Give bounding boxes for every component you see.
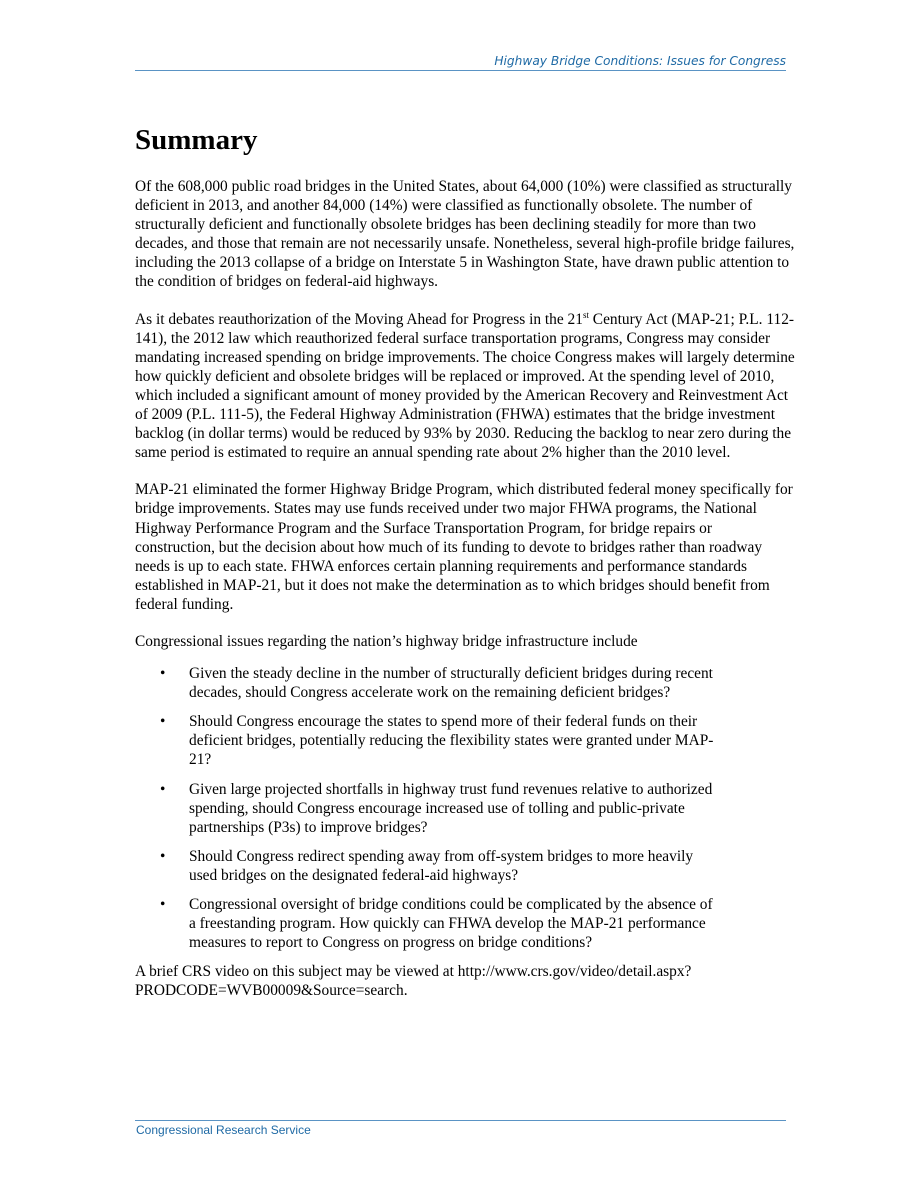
bullet-icon: •	[160, 896, 166, 913]
list-item	[135, 780, 719, 837]
paragraph-2	[135, 310, 795, 463]
paragraph-3: MAP-21 eliminated the former Highway Bridge Program, which distributed federal money specifically for bridge improvements. States may use funds received under two major FHWA programs, the National Highway Performance Program and the Surface Transportation Program, for bridge repairs or construction, but the decision about how much of its funding to devote to bridges rather than roadway needs is up to each state. FHWA enforces certain planning requirements and performance standards established in MAP-21, but it does not make the determination as to which bridges should benefit from federal funding.	[135, 481, 793, 613]
footer-rule	[135, 1120, 786, 1121]
list-item	[135, 712, 719, 769]
issues-list	[135, 664, 795, 952]
paragraph-5: A brief CRS video on this subject may be viewed at http://www.crs.gov/video/detail.aspx?PRODCODE=WVB00009&Source=search.	[135, 963, 692, 1000]
bullet-icon: •	[160, 780, 166, 798]
bullet-icon: •	[160, 665, 166, 683]
list-item-text: Congressional oversight of bridge conditions could be complicated by the absence of a freestanding program. How quickly can FHWA develop the MAP-21 performance measures to report to Congress on progress on bridge conditions?	[189, 896, 713, 952]
list-item-text: Given large projected shortfalls in highway trust fund revenues relative to authorized spending, should Congress encourage increased use of tolling and public-private partnerships (P3s) to improve bridges?	[189, 780, 713, 836]
running-header-title: Highway Bridge Conditions: Issues for Congress	[494, 54, 786, 68]
paragraph-4: Congressional issues regarding the nation’s highway bridge infrastructure include	[135, 632, 638, 650]
bullet-icon: •	[160, 713, 166, 731]
paragraph-1: Of the 608,000 public road bridges in the United States, about 64,000 (10%) were classified as structurally deficient in 2013, and another 84,000 (14%) were classified as functionally obsolete. The number of structurally deficient and functionally obsolete bridges has been declining steadily for more than two decades, and those that remain are not necessarily unsafe. Nonetheless, several high-profile bridge failures, including the 2013 collapse of a bridge on Interstate 5 in Washington State, have drawn public attention to the condition of bridges on federal-aid highways.	[135, 178, 795, 291]
list-item	[135, 664, 719, 702]
list-item-text: Should Congress encourage the states to spend more of their federal funds on their deficient bridges, potentially reducing the flexibility states were granted under MAP-21?	[189, 713, 714, 769]
header-rule	[135, 70, 786, 71]
list-item	[135, 847, 719, 885]
list-item-text: Should Congress redirect spending away from off-system bridges to more heavily used bridges on the designated federal-aid highways?	[189, 847, 694, 884]
list-item	[135, 895, 719, 952]
footer-organization: Congressional Research Service	[136, 1123, 311, 1137]
ordinal-superscript: st	[582, 309, 589, 320]
paragraph-2-part-b: Century Act (MAP-21; P.L. 112-141), the 2012 law which reauthorized federal surface transportation programs, Congress may consider mandating increased spending on bridge improvements. The choice Congress makes will largely determine how quickly deficient and obsolete bridges will be replaced or improved. At the spending level of 2010, which included a significant amount of money provided by the American Recovery and Reinvestment Act of 2009 (P.L. 111-5), the Federal Highway Administration (FHWA) estimates that the bridge investment backlog (in dollar terms) would be reduced by 93% by 2030. Reducing the backlog to near zero during the same period is estimated to require an annual spending rate about 2% higher than the 2010 level.	[135, 310, 795, 462]
list-item-text: Given the steady decline in the number of structurally deficient bridges during recent decades, should Congress accelerate work on the remaining deficient bridges?	[189, 665, 713, 702]
summary-body	[135, 177, 795, 1018]
bullet-icon: •	[160, 847, 166, 865]
page-title: Summary	[135, 124, 258, 156]
paragraph-2-part-a: As it debates reauthorization of the Moving Ahead for Progress in the 21	[135, 310, 583, 328]
